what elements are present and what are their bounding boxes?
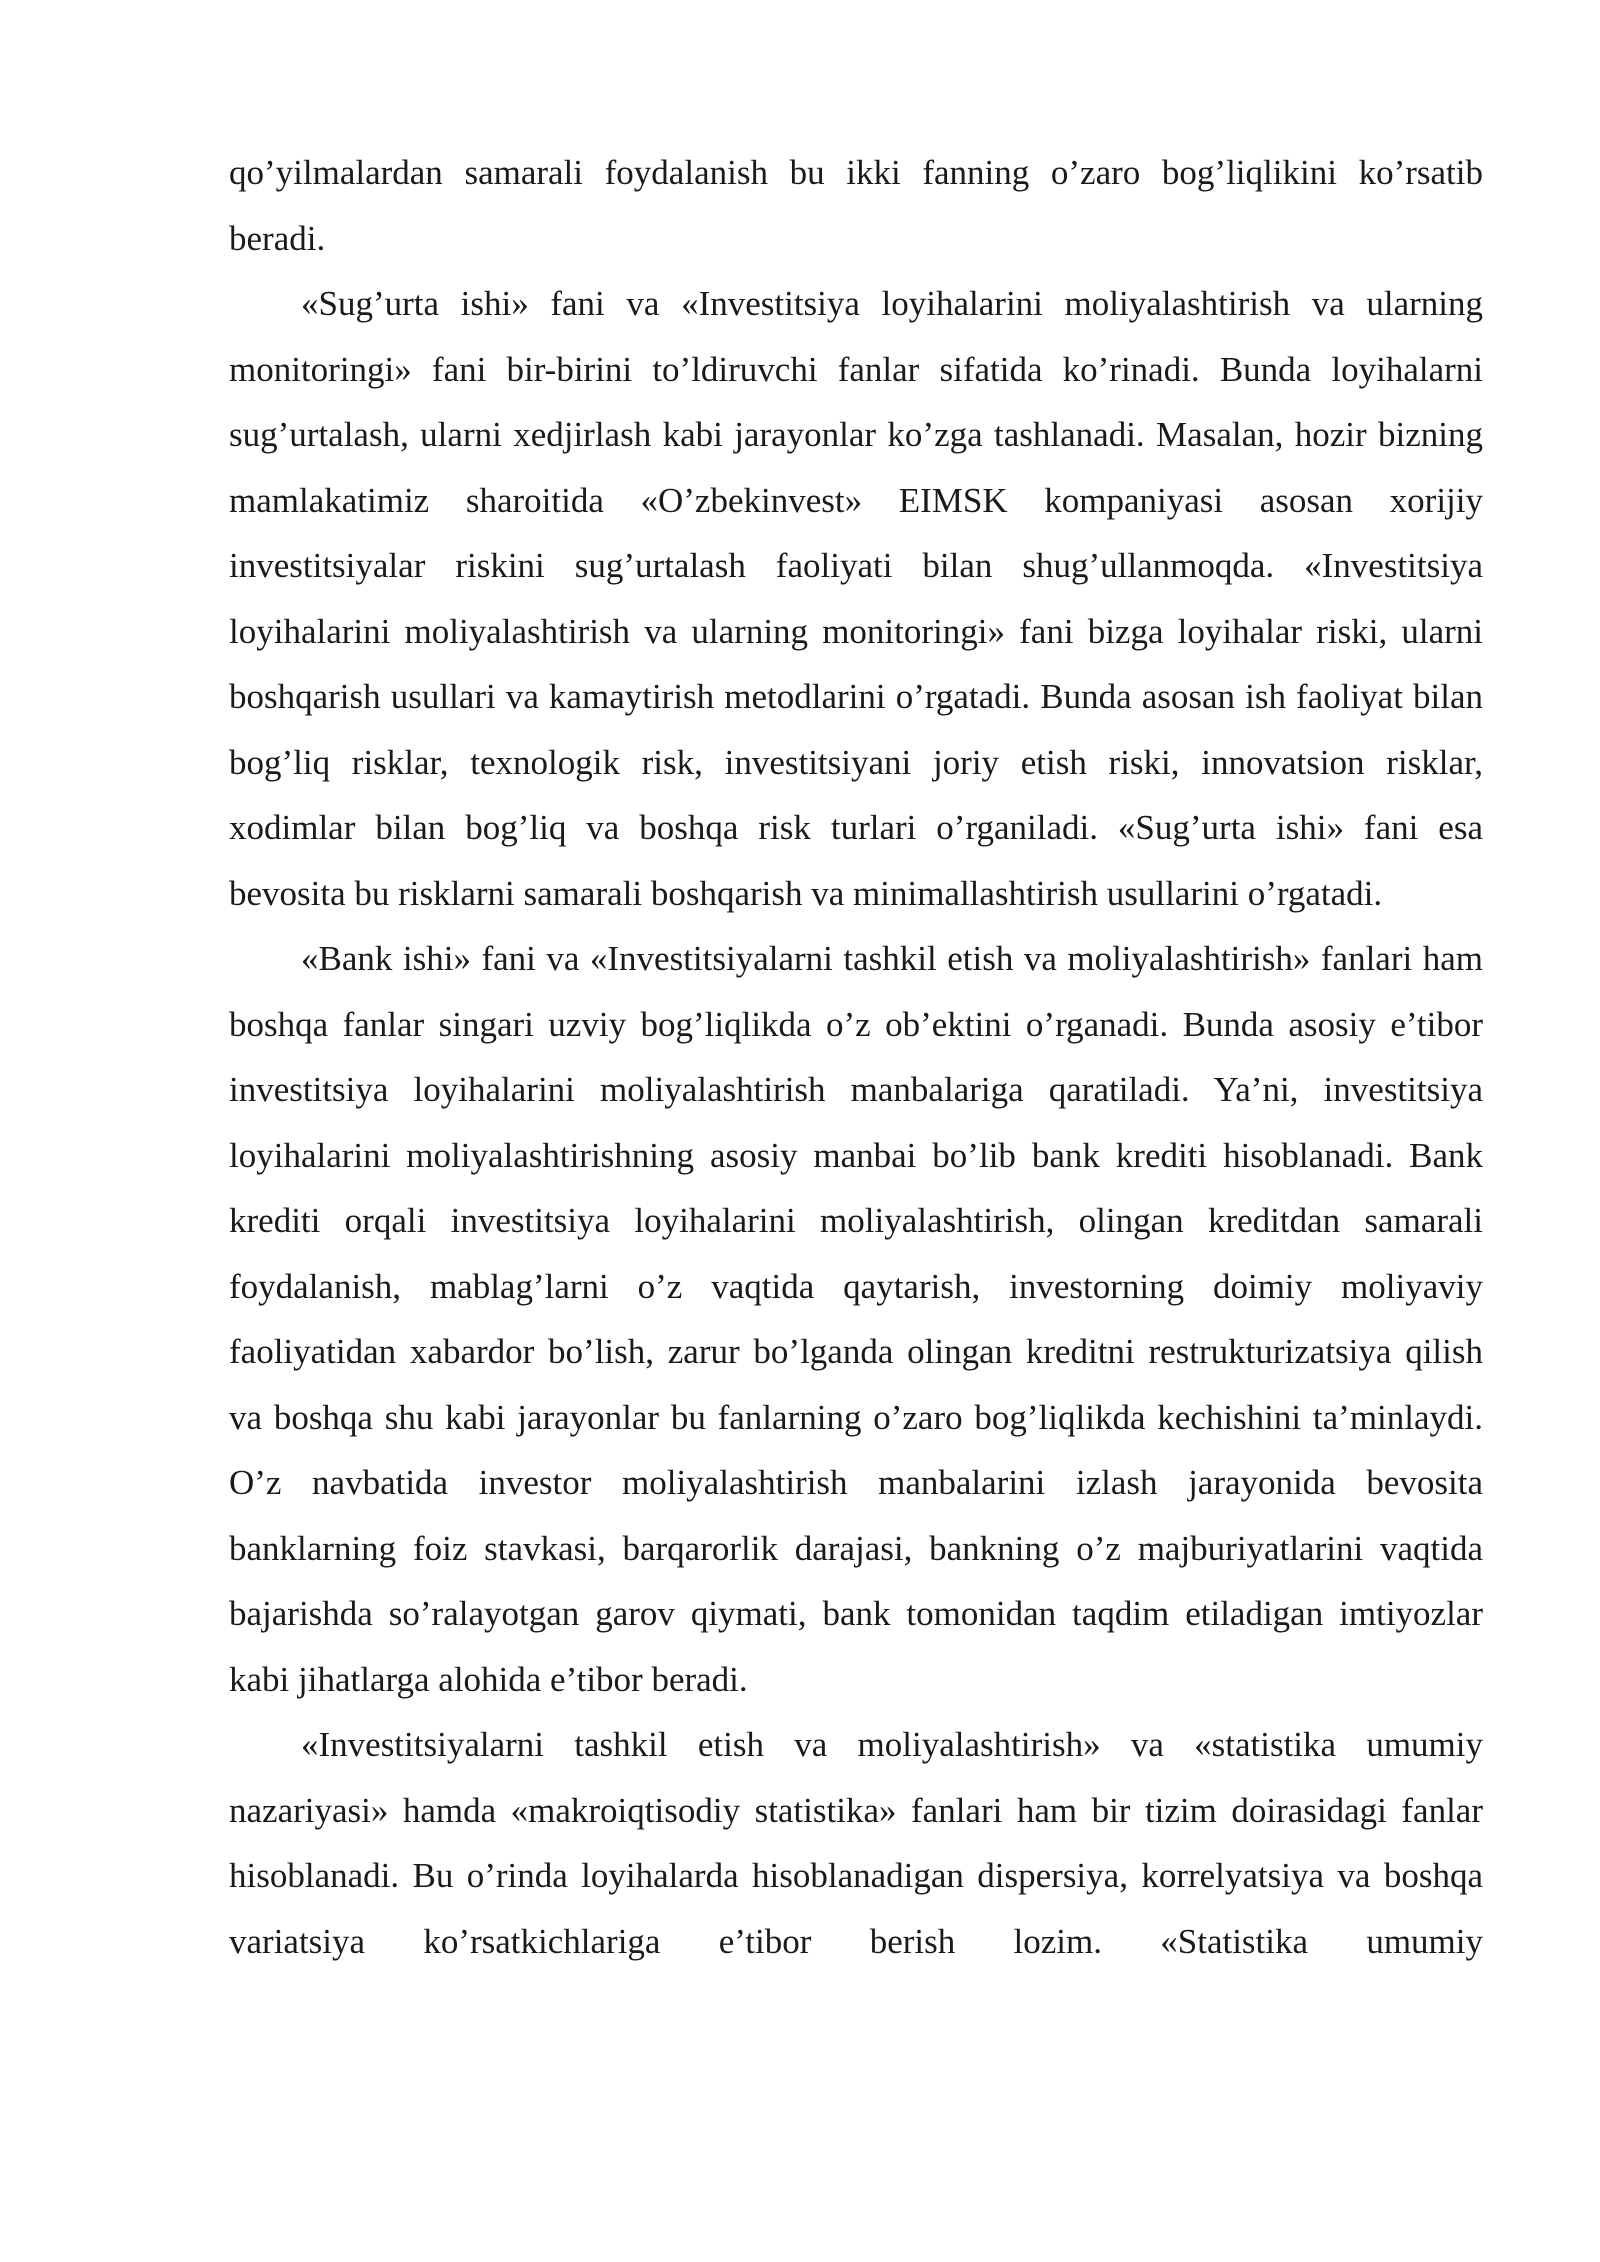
paragraph-3: «Bank ishi» fani va «Investitsiyalarni tashkil etish va moliyalashtirish» fanlari ham boshqa fanlar singari uzviy bog’liqlikda o’z ob’ektini o’rganadi. Bunda asosiy e’tibor investitsiya loyihalarini moliyalashtirish manbalariga qaratiladi. Ya’ni, investitsiya loyihalarini moliyalashtirishning asosiy manbai bo’lib bank krediti hisoblanadi. Bank krediti orqali investitsiya loyihalarini moliyalashtirish, olingan kreditdan samarali foydalanish, mablag’larni o’z vaqtida qaytarish, investorning doimiy moliyaviy faoliyatidan xabardor bo’lish, zarur bo’lganda olingan kreditni restrukturizatsiya qilish va boshqa shu kabi jarayonlar bu fanlarning o’zaro bog’liqlikda kechishini ta’minlaydi. O’z navbatida investor moliyalashtirish manbalarini izlash jarayonida bevosita banklarning foiz stavkasi, barqarorlik darajasi, bankning o’z majburiyatlarini vaqtida bajarishda so’ralayotgan garov qiymati, bank tomonidan taqdim etiladigan imtiyozlar kabi jihatlarga alohida e’tibor beradi. (229, 939, 1483, 1699)
document-page (229, 140, 1483, 1974)
paragraph-4: «Investitsiyalarni tashkil etish va moliyalashtirish» va «statistika umumiy nazariyasi» hamda «makroiqtisodiy statistika» fanlari ham bir tizim doirasidagi fanlar hisoblanadi. Bu o’rinda loyihalarda hisoblanadigan dispersiya, korrelyatsiya va boshqa variatsiya ko’rsatkichlariga e’tibor berish lozim. «Statistika umumiy (229, 1725, 1483, 1961)
paragraph-2: «Sug’urta ishi» fani va «Investitsiya loyihalarini moliyalashtirish va ularning monitoringi» fani bir-birini to’ldiruvchi fanlar sifatida ko’rinadi. Bunda loyihalarni sug’urtalash, ularni xedjirlash kabi jarayonlar ko’zga tashlanadi. Masalan, hozir bizning mamlakatimiz sharoitida «O’zbekinvest» EIMSK kompaniyasi asosan xorijiy investitsiyalar riskini sug’urtalash faoliyati bilan shug’ullanmoqda. «Investitsiya loyihalarini moliyalashtirish va ularning monitoringi» fani bizga loyihalar riski, ularni boshqarish usullari va kamaytirish metodlarini o’rgatadi. Bunda asosan ish faoliyat bilan bog’liq risklar, texnologik risk, investitsiyani joriy etish riski, innovatsion risklar, xodimlar bilan bog’liq va boshqa risk turlari o’rganiladi. «Sug’urta ishi» fani esa bevosita bu risklarni samarali boshqarish va minimallashtirish usullarini o’rgatadi. (229, 284, 1483, 913)
paragraph-1: qo’yilmalardan samarali foydalanish bu ikki fanning o’zaro bog’liqlikini ko’rsatib beradi. (229, 153, 1483, 258)
